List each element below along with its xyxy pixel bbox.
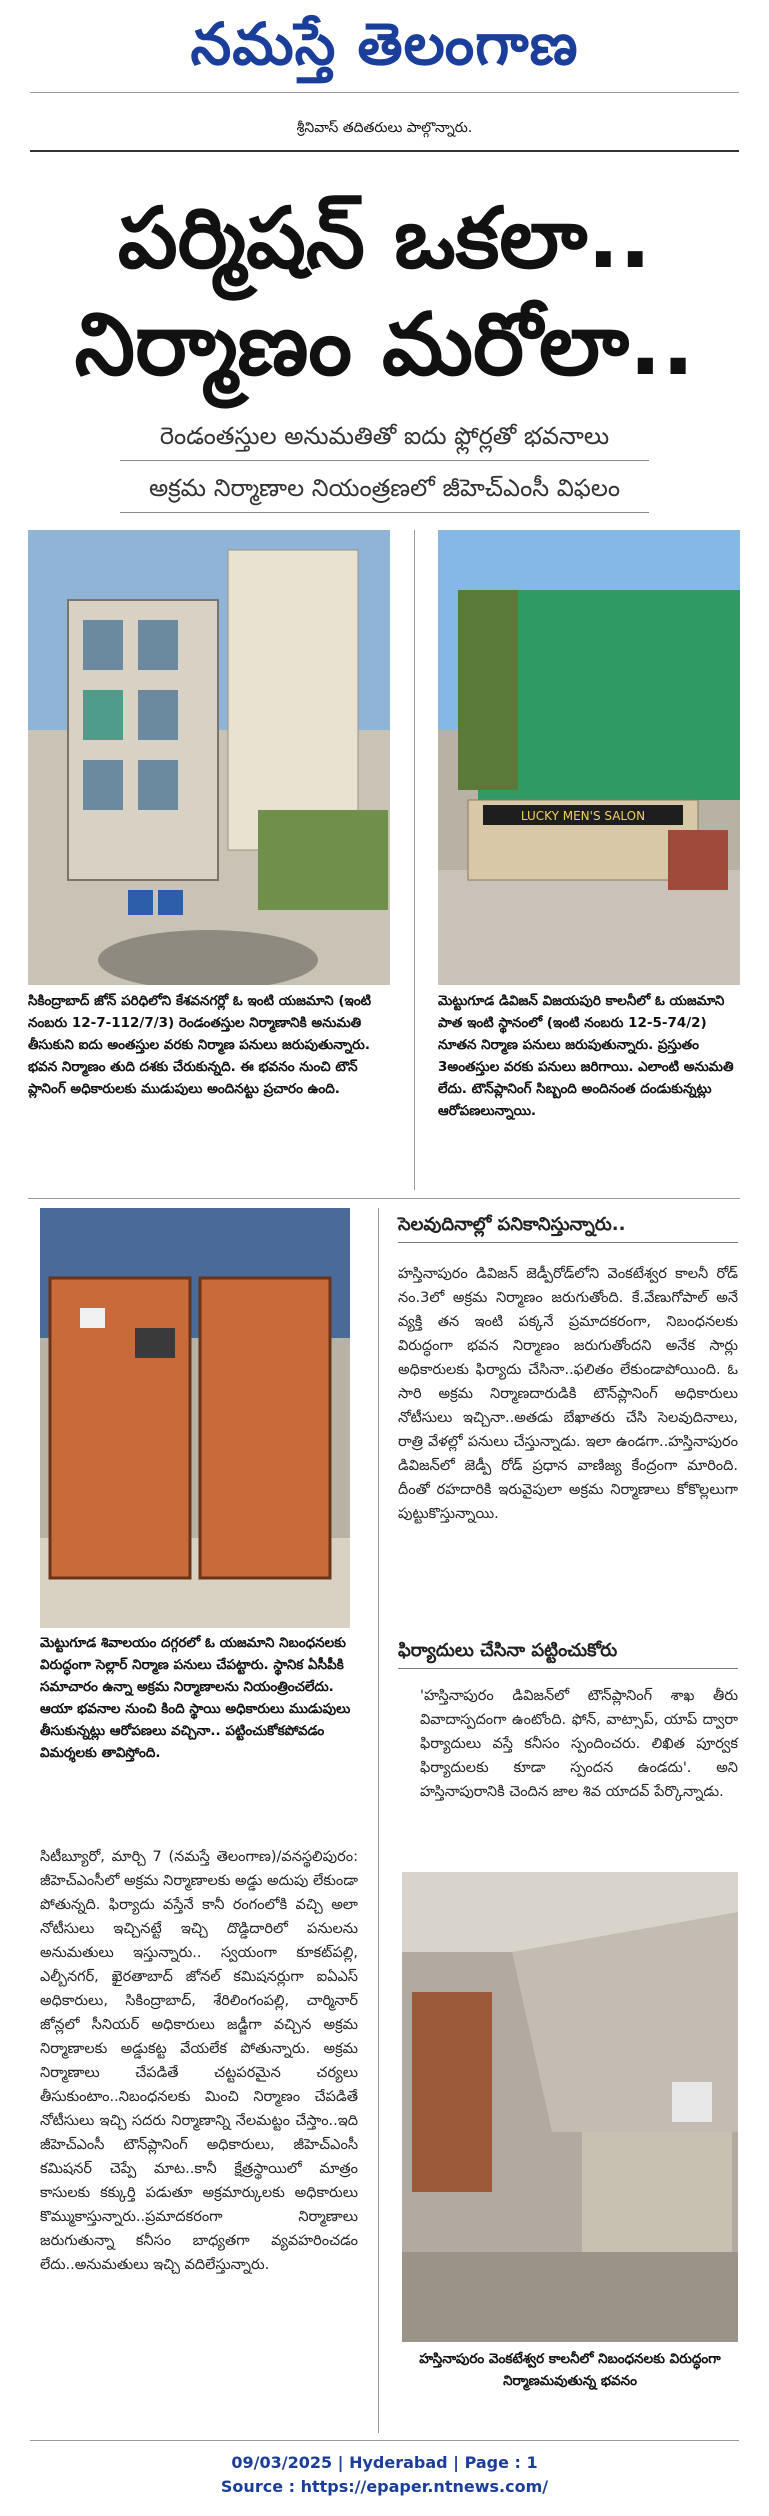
subheading-underline-2 — [398, 1668, 738, 1669]
footer-date-page: 09/03/2025 | Hyderabad | Page : 1 — [231, 2453, 538, 2472]
article-paragraph-hastinapuram: హస్తినాపురం డివిజన్ జెడ్పీరోడ్‌లోని వెంకటేశ్వర కాలనీ రోడ్ నం.3లో అక్రమ నిర్మాణం జరుగుతోంది. కే.వేణుగోపాల్ అనే వ్యక్తి తన ఇంటి పక్కనే ప్రమాదకరంగా, నిబంధనలకు విరుద్ధంగా భవన నిర్మాణం జరుగుతోందని అనేక సార్లు అధికారులకు ఫిర్యాదు చేసినా..ఫలితం లేకుండాపోయింది. ఓ సారి అక్రమ నిర్మాణదారుడికి టౌన్‌ప్లానింగ్ అధికారులు నోటీసులు ఇచ్చినా..అతడు బేఖాతరు చేసి సెలవుదినాలు, రాత్రి వేళల్లో పనులు చేస్తున్నాడు. ఇలా ఉండగా..హస్తినాపురం డివిజన్‌లో జెడ్పీ రోడ్ ప్రధాన వాణిజ్య కేంద్రంగా మారింది. దీంతో రహదారికి ఇరువైపులా అక్రమ నిర్మాణాలు కోకొల్లలుగా పుట్టుకొస్తున్నాయి. — [398, 1266, 738, 1522]
top-rule — [30, 92, 739, 93]
top-snippet: శ్రీనివాస్ తదితరులు పాల్గొన్నారు. — [296, 120, 473, 136]
column-divider-top — [414, 530, 415, 1190]
photo-gate-illustration — [40, 1208, 350, 1628]
photo-gate-shivalayam — [40, 1208, 350, 1628]
photo-building-vijayapuri — [438, 530, 740, 985]
caption-vijayapuri: మెట్టుగూడ డివిజన్ విజయపురి కాలనీలో ఓ యజమాని పాత ఇంటి స్థానంలో (ఇంటి నంబరు 12-5-74/2) నూతన నిర్మాణ పనులు జరుపుతున్నారు. ప్రస్తుతం 3అంతస్తుల వరకు పనులు జరిగాయి. ఎలాంటి అనుమతి లేదు. టౌన్‌ప్లానింగ్ సిబ్బంది అందినంత దండుకున్నట్లు ఆరోపణలున్నాయి. — [438, 993, 734, 1119]
photo-building-keshavnagar-illustration — [28, 530, 390, 985]
headline-line-1: పర్మిషన్ ఒకలా.. — [117, 189, 652, 287]
article-main-paragraph: సిటీబ్యూరో, మార్చి 7 (నమస్తే తెలంగాణ)/వనస్థలిపురం: జీహెచ్ఎంసీలో అక్రమ నిర్మాణాలకు అడ్డు అదుపు లేకుండా పోతున్నది. ఫిర్యాదు వస్తేనే కానీ రంగంలోకి వచ్చి అలా నోటీసులు ఇచ్చినట్టే ఇచ్చి దొడ్డిదారిలో పనులను అనుమతులు ఇస్తున్నారు.. స్వయంగా కూకట్‌పల్లి, ఎల్బీనగర్, ఖైరతాబాద్ జోనల్ కమిషనర్లుగా ఐఏఎస్ అధికారులు, సికింద్రాబాద్, శేరిలింగంపల్లి, చార్మినార్ జోన్లలో సీనియర్ అధికారులు జడ్జీగా వచ్చిన అక్రమ నిర్మాణాలకు అడ్డుకట్ట వేయలేక పోతున్నారు. అక్రమ నిర్మాణాలు చేపడితే చట్టపరమైన చర్యలు తీసుకుంటాం..నిబంధనలకు మించి నిర్మాణం చేపడితే నోటీసులు ఇచ్చి సదరు నిర్మాణాన్ని నేలమట్టం చేస్తాం..ఇది జీహెచ్ఎంసీ టౌన్‌ప్లానింగ్ అధికారులు, జీహెచ్ఎంసీ కమిషనర్ చెప్పే మాట..కానీ క్షేత్రస్థాయిలో మాత్రం కాసులకు కక్కుర్తి పడుతూ అక్రమార్కులకు అధికారులు కొమ్ముకాస్తున్నారు..ప్రమాదకరంగా నిర్మాణాలు జరుగుతున్నా కనీసం బాధ్యతగా వ్యవహరించడం లేదు..అనుమతులు ఇచ్చి వదిలేస్తున్నారు. — [40, 1849, 358, 2273]
photo-building-vijayapuri-illustration — [438, 530, 740, 985]
footer-source: Source : https://epaper.ntnews.com/ — [220, 2477, 549, 2496]
subheadline-2: అక్రమ నిర్మాణాల నియంత్రణలో జీహెచ్ఎంసీ విఫలం — [148, 474, 621, 502]
photo-building-venkateshwara — [402, 1872, 738, 2342]
subheadline-1: రెండంతస్తుల అనుమతితో ఐదు ఫ్లోర్లతో భవనాలు — [159, 422, 610, 450]
headline-line-2: నిర్మాణం మరోలా.. — [74, 295, 695, 395]
photo-building-venkateshwara-illustration — [402, 1872, 738, 2342]
caption-shivalayam: మెట్టుగూడ శివాలయం దగ్గరలో ఓ యజమాని నిబంధనలకు విరుద్ధంగా సెల్లార్ నిర్మాణ పనులు చేపట్టారు. స్థానిక ఏసీపీకి సమాచారం ఉన్నా అక్రమ నిర్మాణాలను నియంత్రించలేదు. ఆయా భవనాల నుంచి కింది స్థాయి అధికారులు ముడుపులు తీసుకున్నట్లు ఆరోపణలు వచ్చినా.. పట్టించుకోకపోవడం విమర్శలకు తావిస్తోంది. — [40, 1635, 351, 1761]
subheading-underline — [398, 1242, 738, 1243]
caption-keshavnagar: సికింద్రాబాద్ జోన్ పరిధిలోని కేశవనగర్లో ఓ ఇంటి యజమాని (ఇంటి నంబరు 12-7-112/7/3) రెండంతస్తుల నిర్మాణానికి అనుమతి తీసుకుని ఐదు అంతస్తుల వరకు నిర్మాణ పనులు జరుపుతున్నారు. భవన నిర్మాణం తుది దశకు చేరుకున్నది. ఈ భవనం నుంచి టౌన్ ప్లానింగ్ అధికారులకు ముడుపులు అందినట్టు ప్రచారం ఉంది. — [28, 993, 372, 1097]
footer-rule — [30, 2440, 739, 2441]
masthead-title: నమస్తే తెలంగాణ — [190, 10, 579, 78]
mid-rule — [28, 1198, 740, 1199]
photo-building-keshavnagar — [28, 530, 390, 985]
article-subheading-holidays: సెలవుదినాల్లో పనికానిస్తున్నారు.. — [398, 1214, 626, 1235]
caption-venkateshwara: హస్తినాపురం వెంకటేశ్వర కాలనీలో నిబంధనలకు విరుద్ధంగా నిర్మాణమవుతున్న భవనం — [419, 2351, 721, 2389]
article-paragraph-complaints: 'హస్తినాపురం డివిజన్‌లో టౌన్‌ప్లానింగ్ శాఖ తీరు వివాదాస్పదంగా ఉంటోంది. ఫోన్, వాట్సాప్, యాప్ ద్వారా ఫిర్యాదులు వస్తే కనీసం స్పందించరు. లిఖిత పూర్వక ఫిర్యాదులకు కూడా స్పందన ఉండదు'. అని హస్తినాపురానికి చెందిన జాల శివ యాదవ్ పేర్కొన్నాడు. — [420, 1688, 738, 1800]
subheadline-underline — [120, 512, 649, 513]
section-rule — [30, 150, 739, 152]
salon-signboard: LUCKY MEN'S SALON — [520, 809, 646, 823]
article-subheading-complaints: ఫిర్యాదులు చేసినా పట్టించుకోరు — [398, 1640, 618, 1661]
column-divider-bottom — [378, 1208, 379, 2433]
subheadline-divider — [120, 460, 649, 461]
